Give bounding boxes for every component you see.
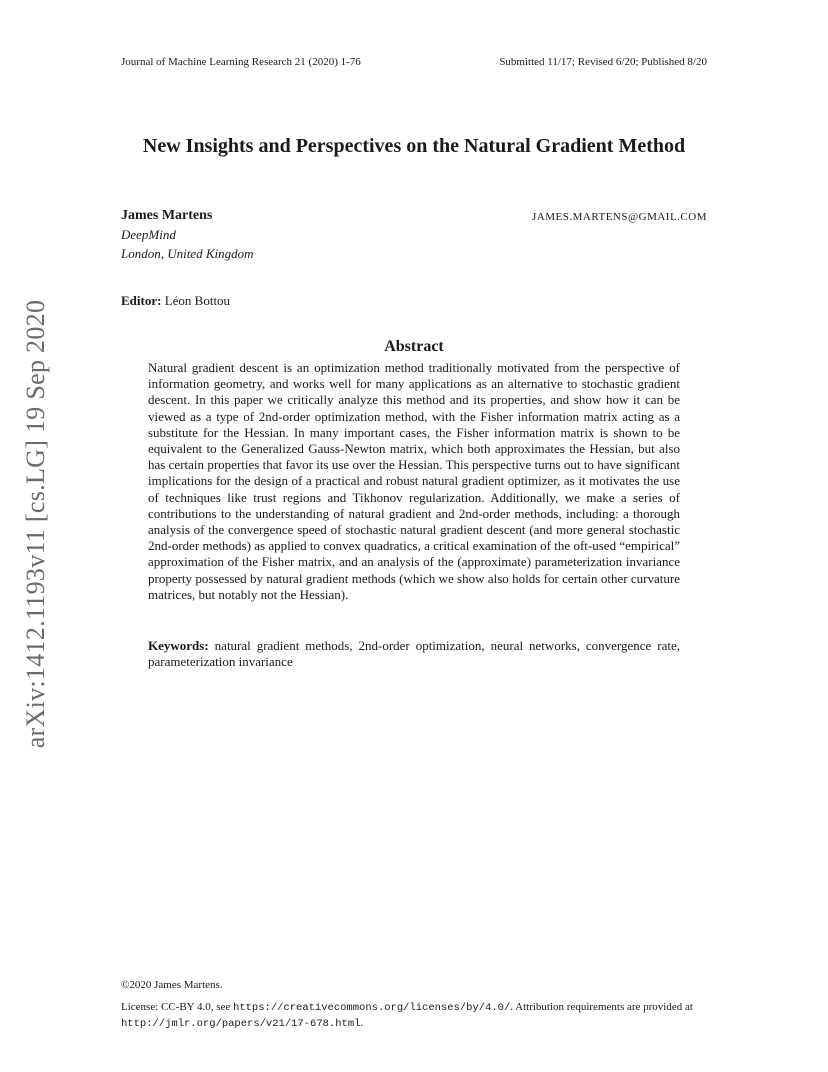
author-name: James Martens: [121, 208, 213, 223]
publication-dates: Submitted 11/17; Revised 6/20; Published 8/20: [499, 56, 707, 68]
editor-label: Editor:: [121, 293, 162, 308]
keywords-list: natural gradient methods, 2nd-order optimization, neural networks, convergence rate, parameterization invariance: [148, 638, 680, 670]
editor-name: Léon Bottou: [164, 293, 231, 308]
editor-line: [121, 293, 230, 309]
license-notice: [121, 1000, 707, 1032]
license-prefix: License: CC-BY 4.0, see: [121, 1001, 234, 1013]
author-email[interactable]: JAMES.MARTENS@GMAIL.COM: [532, 211, 707, 223]
license-suffix: .: [360, 1017, 364, 1029]
keywords-line: [148, 638, 680, 670]
license-link[interactable]: https://creativecommons.org/licenses/by/4.0/: [233, 1002, 511, 1014]
abstract-heading: Abstract: [384, 338, 444, 355]
attribution-link[interactable]: http://jmlr.org/papers/v21/17-678.html: [121, 1018, 361, 1030]
affiliation-location: London, United Kingdom: [121, 246, 254, 261]
abstract-text: Natural gradient descent is an optimization method traditionally motivated from the perspective of information geometry, and works well for many applications as an alternative to stochastic gradient descent. In this paper we critically analyze this method and its properties, and show how it can be viewed as a type of 2nd-order optimization method, with the Fisher information matrix acting as a substitute for the Hessian. In many important cases, the Fisher information matrix is shown to be equivalent to the Generalized Gauss-Newton matrix, which both approximates the Hessian, but also has certain properties that favor its use over the Hessian. This perspective turns out to have significant implications for the design of a practical and robust natural gradient optimizer, as it motivates the use of techniques like trust regions and Tikhonov regularization. Additionally, we make a series of contributions to the understanding of natural gradient and 2nd-order methods, including: a thorough analysis of the convergence speed of stochastic natural gradient descent (and more general stochastic 2nd-order methods) as applied to convex quadratics, a critical examination of the oft-used “empirical” approximation of the Fisher matrix, and an analysis of the (approximate) parameterization invariance property possessed by natural gradient methods (which we show also holds for certain other curvature matrices, but notably not the Hessian).: [148, 360, 680, 602]
affiliation-org: DeepMind: [121, 227, 176, 242]
paper-title: New Insights and Perspectives on the Natural Gradient Method: [142, 135, 686, 157]
license-middle: . Attribution requirements are provided at: [510, 1001, 693, 1013]
keywords-label: Keywords:: [148, 638, 209, 653]
arxiv-sidebar: [22, 288, 50, 760]
arxiv-identifier[interactable]: arXiv:1412.1193v11 [cs.LG] 19 Sep 2020: [21, 299, 50, 749]
copyright-notice: ©2020 James Martens.: [121, 979, 223, 991]
journal-header: Journal of Machine Learning Research 21 (2020) 1-76: [121, 56, 361, 68]
